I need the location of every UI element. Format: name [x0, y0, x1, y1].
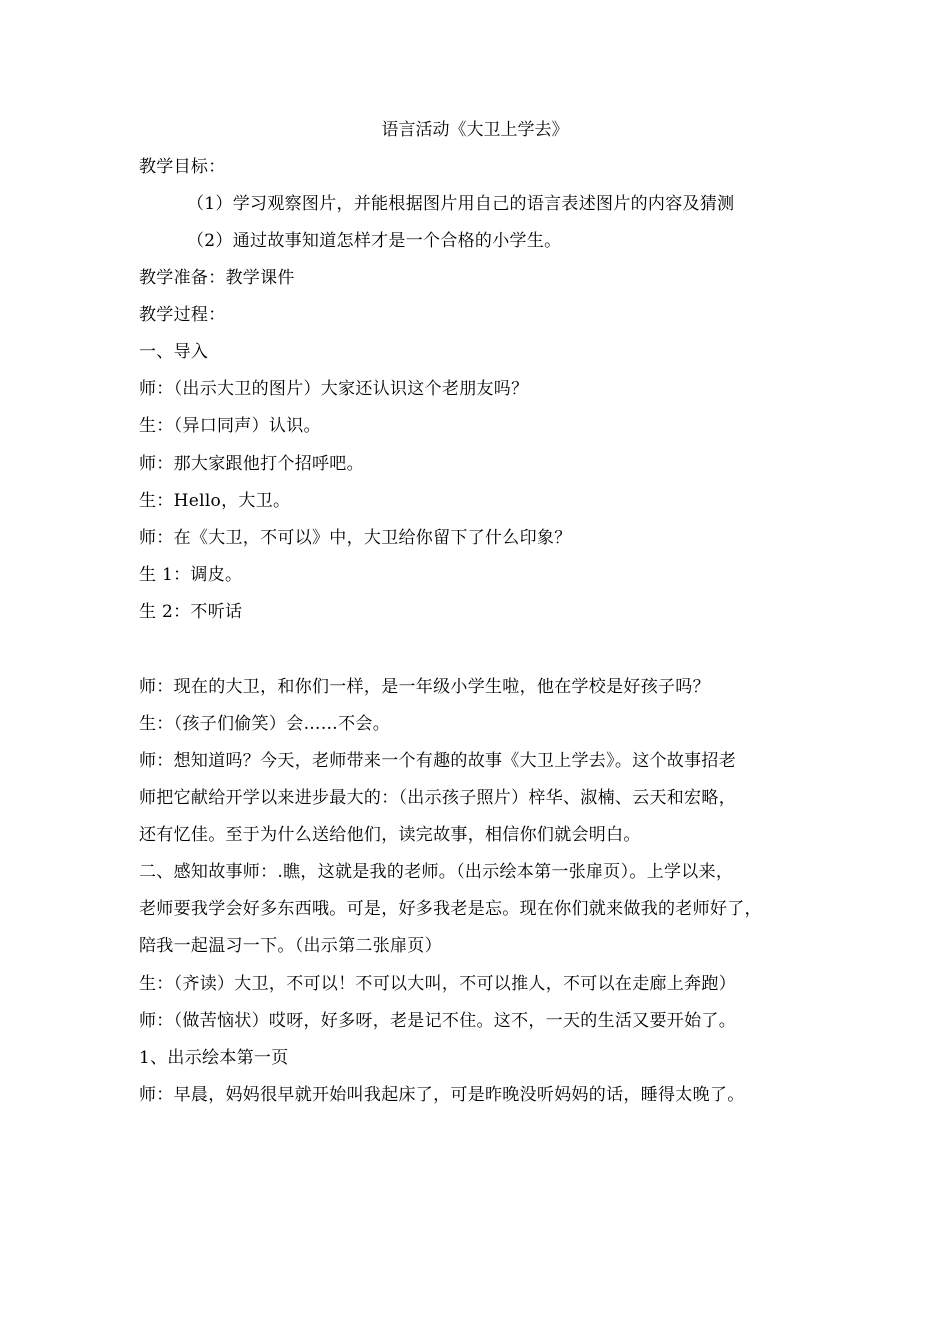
dialogue-line: 师：现在的大卫，和你们一样，是一年级小学生啦，他在学校是好孩子吗？: [139, 677, 710, 697]
heading-teaching-process: 教学过程：: [139, 305, 226, 325]
dialogue-line: 师：（出示大卫的图片）大家还认识这个老朋友吗？: [139, 379, 529, 399]
dialogue-line: 生：（异口同声）认识。: [139, 416, 321, 436]
subsection-picture-book-page-1: 1、出示绘本第一页: [139, 1048, 289, 1068]
dialogue-line: 生：（齐读）大卫，不可以！不可以大叫，不可以推人，不可以在走廊上奔跑）: [139, 974, 736, 994]
goal-item-2: （2）通过故事知道怎样才是一个合格的小学生。: [187, 231, 562, 251]
paragraph-line: 老师要我学会好多东西哦。可是，好多我老是忘。现在你们就来做我的老师好了，: [139, 899, 762, 919]
document-title: 语言活动《大卫上学去》: [381, 120, 569, 140]
heading-teaching-goals: 教学目标：: [139, 157, 226, 177]
dialogue-line: 师：那大家跟他打个招呼吧。: [139, 454, 364, 474]
section-introduction: 一、导入: [139, 342, 209, 362]
dialogue-line: 师：早晨，妈妈很早就开始叫我起床了，可是昨晚没听妈妈的话，睡得太晚了。: [139, 1085, 745, 1105]
dialogue-line: 师：在《大卫，不可以》中，大卫给你留下了什么印象？: [139, 528, 572, 548]
dialogue-line: 生 1：调皮。: [139, 565, 243, 585]
dialogue-line: 师：（做苦恼状）哎呀，好多呀，老是记不住。这不，一天的生活又要开始了。: [139, 1011, 736, 1031]
paragraph-line: 陪我一起温习一下。（出示第二张扉页）: [139, 936, 442, 956]
heading-teaching-preparation: 教学准备：教学课件: [139, 268, 295, 288]
dialogue-line: 生：（孩子们偷笑）会……不会。: [139, 714, 390, 734]
paragraph-line: 还有忆佳。至于为什么送给他们，读完故事，相信你们就会明白。: [139, 825, 641, 845]
section-story-perception: 二、感知故事师：.瞧，这就是我的老师。（出示绘本第一张扉页）。上学以来，: [139, 862, 734, 882]
goal-item-1: （1）学习观察图片，并能根据图片用自己的语言表述图片的内容及猜测: [187, 194, 735, 214]
dialogue-line: 生 2：不听话: [139, 602, 243, 622]
dialogue-line: 生：Hello，大卫。: [139, 491, 291, 511]
paragraph-line: 师：想知道吗？今天，老师带来一个有趣的故事《大卫上学去》。这个故事招老: [139, 751, 736, 771]
paragraph-line: 师把它献给开学以来进步最大的：（出示孩子照片）梓华、淑楠、云天和宏略，: [139, 788, 736, 808]
